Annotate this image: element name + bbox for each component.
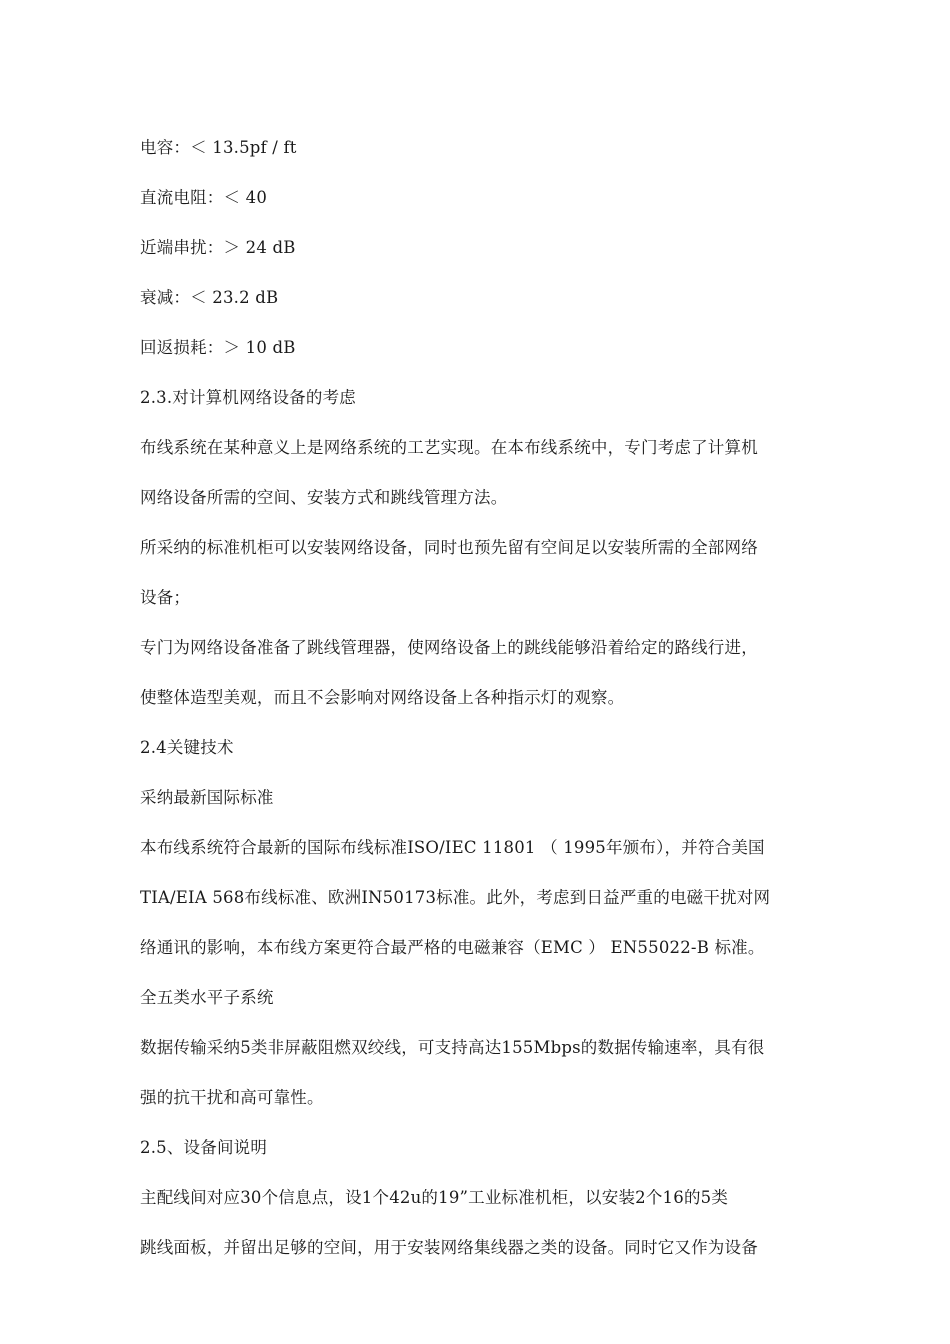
paragraph-line: 专门为网络设备准备了跳线管理器，使网络设备上的跳线能够沿着给定的路线行进， — [140, 638, 758, 657]
paragraph-line: 所采纳的标准机柜可以安装网络设备，同时也预先留有空间足以安装所需的全部网络 — [140, 538, 758, 557]
paragraph-line: TIA/EIA 568布线标准、欧洲IN50173标准。此外，考虑到日益严重的电磁干扰对网 — [140, 888, 771, 907]
paragraph-line: 使整体造型美观，而且不会影响对网络设备上各种指示灯的观察。 — [140, 688, 625, 707]
paragraph-line: 网络设备所需的空间、安装方式和跳线管理方法。 — [140, 488, 508, 507]
paragraph-line: 主配线间对应30个信息点，设1个42u的19”工业标准机柜，以安装2个16的5类 — [140, 1188, 729, 1207]
subheading: 全五类水平子系统 — [140, 988, 274, 1007]
paragraph-line: 布线系统在某种意义上是网络系统的工艺实现。在本布线系统中，专门考虑了计算机 — [140, 438, 758, 457]
section-heading-2-4: 2.4关键技术 — [140, 738, 234, 757]
document-body — [140, 133, 830, 1283]
paragraph-line: 跳线面板，并留出足够的空间，用于安装网络集线器之类的设备。同时它又作为设备 — [140, 1238, 758, 1257]
paragraph-line: 强的抗干扰和高可靠性。 — [140, 1088, 324, 1107]
spec-attenuation: 衰减：＜ 23.2 dB — [140, 288, 279, 307]
paragraph-line: 本布线系统符合最新的国际布线标准ISO/IEC 11801 （ 1995年颁布），并符合美国 — [140, 838, 765, 857]
paragraph-line: 数据传输采纳5类非屏蔽阻燃双绞线，可支持高达155Mbps的数据传输速率，具有很 — [140, 1038, 765, 1057]
paragraph-line: 设备； — [140, 588, 191, 607]
spec-capacitance: 电容：＜ 13.5pf / ft — [140, 138, 297, 157]
spec-dc-resistance: 直流电阻：＜ 40 — [140, 188, 268, 207]
paragraph-line: 络通讯的影响，本布线方案更符合最严格的电磁兼容（EMC ） EN55022-B 标准。 — [140, 938, 765, 957]
subheading: 采纳最新国际标准 — [140, 788, 274, 807]
section-heading-2-5: 2.5、设备间说明 — [140, 1138, 268, 1157]
spec-return-loss: 回返损耗：＞ 10 dB — [140, 338, 296, 357]
section-heading-2-3: 2.3.对计算机网络设备的考虑 — [140, 388, 356, 407]
spec-next-crosstalk: 近端串扰：＞ 24 dB — [140, 238, 296, 257]
